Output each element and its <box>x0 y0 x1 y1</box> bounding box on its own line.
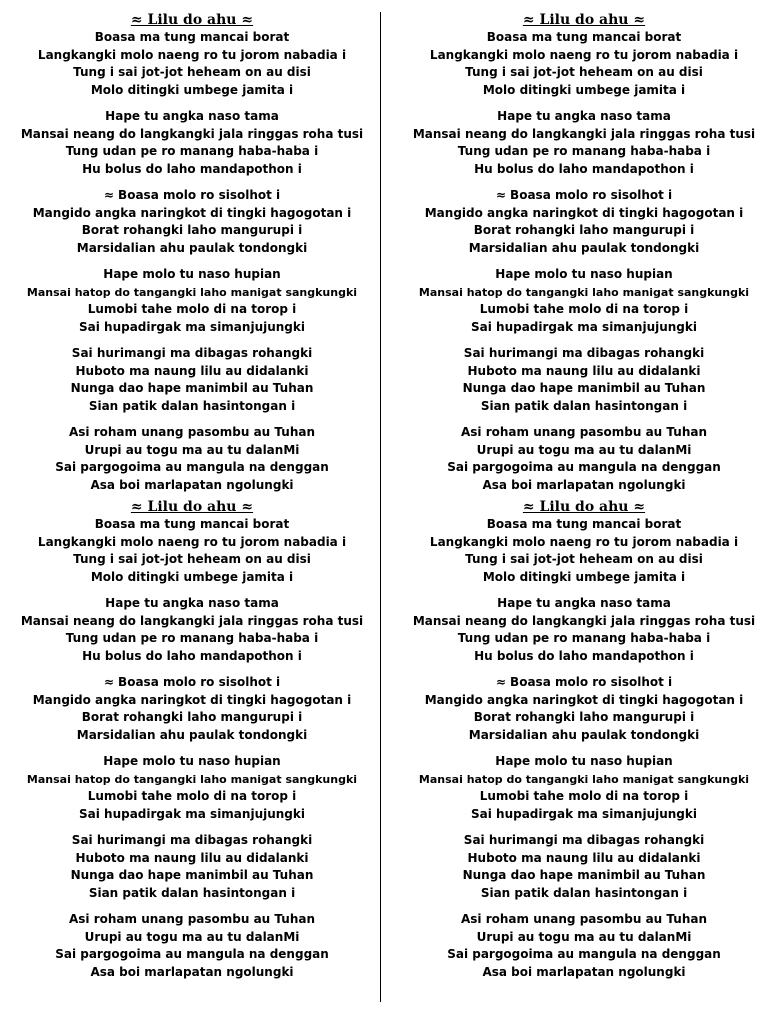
lyric-line: Borat rohangki laho mangurupi i <box>81 710 303 724</box>
stanza <box>392 753 768 823</box>
stanza <box>0 108 384 178</box>
lyric-line: Sai hurimangi ma dibagas rohangki <box>463 346 705 360</box>
stanza <box>0 753 384 823</box>
lyric-line: Mangido angka naringkot di tingki hagogotan i <box>424 692 744 707</box>
lyric-line: Sai hurimangi ma dibagas rohangki <box>71 346 313 360</box>
lyric-line: Mansai neang do langkangki jala ringgas roha tusi <box>20 126 364 141</box>
lyric-line: Lumobi tahe molo di na torop i <box>479 789 689 803</box>
lyric-line: Mansai neang do langkangki jala ringgas roha tusi <box>412 613 756 628</box>
lyric-line: Sai hupadirgak ma simanjujungki <box>79 319 305 334</box>
lyric-line: Hape molo tu naso hupian <box>103 267 281 281</box>
lyric-line: Huboto ma naung lilu au didalanki <box>75 850 309 865</box>
lyric-line: Tung udan pe ro manang haba-haba i <box>65 144 319 158</box>
lyric-line: Boasa ma tung mancai borat <box>94 30 290 44</box>
lyric-line: Mansai neang do langkangki jala ringgas roha tusi <box>412 126 756 141</box>
lyric-line: Mangido angka naringkot di tingki hagogotan i <box>424 205 744 220</box>
stanza <box>392 832 768 902</box>
lyrics-card-top-left <box>0 12 384 494</box>
lyric-line: Molo ditingki umbege jamita i <box>482 82 686 97</box>
lyric-line: Huboto ma naung lilu au didalanki <box>75 363 309 378</box>
stanza <box>0 595 384 665</box>
stanza <box>392 345 768 415</box>
lyric-line: Marsidalian ahu paulak tondongki <box>468 240 700 255</box>
lyric-line: Sai hurimangi ma dibagas rohangki <box>463 833 705 847</box>
lyric-line: Mansai hatop do tangangki laho manigat sangkungki <box>418 772 750 786</box>
lyric-line: Hu bolus do laho mandapothon i <box>474 648 694 663</box>
stanza <box>392 108 768 178</box>
lyric-line: Sian patik dalan hasintongan i <box>88 398 296 413</box>
lyric-line: Langkangki molo naeng ro tu jorom nabadia i <box>37 534 347 549</box>
lyric-line: Nunga dao hape manimbil au Tuhan <box>70 381 314 395</box>
lyric-line: Asi roham unang pasombu au Tuhan <box>461 425 707 439</box>
lyric-line: Huboto ma naung lilu au didalanki <box>467 363 701 378</box>
lyric-line: Lumobi tahe molo di na torop i <box>479 302 689 316</box>
song-title: ≈ Lilu do ahu ≈ <box>130 499 254 515</box>
lyric-line: Urupi au togu ma au tu dalanMi <box>476 929 692 944</box>
stanza <box>392 29 768 99</box>
lyric-line: Tung i sai jot-jot heheam on au disi <box>465 552 703 566</box>
lyric-line: Nunga dao hape manimbil au Tuhan <box>462 381 706 395</box>
lyric-line: Hape molo tu naso hupian <box>495 754 673 768</box>
stanza <box>392 266 768 336</box>
lyric-line: Sian patik dalan hasintongan i <box>88 885 296 900</box>
lyric-line: Tung udan pe ro manang haba-haba i <box>457 631 711 645</box>
lyric-line: Mansai hatop do tangangki laho manigat sangkungki <box>418 285 750 299</box>
lyrics-card-top-right <box>392 12 768 494</box>
lyric-line: Sian patik dalan hasintongan i <box>480 398 688 413</box>
lyric-line: Langkangki molo naeng ro tu jorom nabadia i <box>429 47 739 62</box>
lyric-line: Hape tu angka naso tama <box>105 596 279 610</box>
lyric-line: Asi roham unang pasombu au Tuhan <box>69 425 315 439</box>
stanza <box>0 516 384 586</box>
stanza <box>0 832 384 902</box>
lyric-line: Nunga dao hape manimbil au Tuhan <box>70 868 314 882</box>
lyric-line: Sai pargogoima au mangula na denggan <box>55 947 329 961</box>
lyric-line: Mansai hatop do tangangki laho manigat sangkungki <box>26 772 358 786</box>
lyric-line: Molo ditingki umbege jamita i <box>90 569 294 584</box>
lyric-line: Lumobi tahe molo di na torop i <box>87 789 297 803</box>
lyric-line: Hu bolus do laho mandapothon i <box>82 648 302 663</box>
lyric-line: Asi roham unang pasombu au Tuhan <box>461 912 707 926</box>
lyric-line: Hape molo tu naso hupian <box>103 754 281 768</box>
lyric-line: Asa boi marlapatan ngolungki <box>482 477 686 492</box>
lyric-line: Sai pargogoima au mangula na denggan <box>447 460 721 474</box>
lyric-line: Urupi au togu ma au tu dalanMi <box>84 929 300 944</box>
lyric-line: Boasa ma tung mancai borat <box>94 517 290 531</box>
lyric-line: Boasa ma tung mancai borat <box>486 30 682 44</box>
stanza <box>0 29 384 99</box>
lyric-line: Asa boi marlapatan ngolungki <box>90 964 294 979</box>
lyric-line: Hape molo tu naso hupian <box>495 267 673 281</box>
lyric-line: Tung i sai jot-jot heheam on au disi <box>465 65 703 79</box>
lyric-line: Sai hurimangi ma dibagas rohangki <box>71 833 313 847</box>
lyrics-card-bottom-left <box>0 499 384 981</box>
lyric-line: Sai hupadirgak ma simanjujungki <box>471 806 697 821</box>
stanza <box>392 674 768 744</box>
lyric-line: ≈ Boasa molo ro sisolhot i <box>495 675 673 689</box>
lyric-line: Tung udan pe ro manang haba-haba i <box>65 631 319 645</box>
lyric-line: Tung i sai jot-jot heheam on au disi <box>73 65 311 79</box>
lyric-line: Mangido angka naringkot di tingki hagogotan i <box>32 692 352 707</box>
stanza <box>0 266 384 336</box>
lyric-line: Asa boi marlapatan ngolungki <box>482 964 686 979</box>
lyric-line: Tung i sai jot-jot heheam on au disi <box>73 552 311 566</box>
lyric-line: Asi roham unang pasombu au Tuhan <box>69 912 315 926</box>
lyric-line: Molo ditingki umbege jamita i <box>90 82 294 97</box>
song-title: ≈ Lilu do ahu ≈ <box>522 12 646 28</box>
stanza <box>0 187 384 257</box>
lyric-line: Borat rohangki laho mangurupi i <box>473 223 695 237</box>
lyric-line: Urupi au togu ma au tu dalanMi <box>476 442 692 457</box>
lyric-line: Sai pargogoima au mangula na denggan <box>447 947 721 961</box>
lyric-line: ≈ Boasa molo ro sisolhot i <box>103 675 281 689</box>
lyric-line: ≈ Boasa molo ro sisolhot i <box>495 188 673 202</box>
lyric-line: Langkangki molo naeng ro tu jorom nabadia i <box>429 534 739 549</box>
lyric-line: Hu bolus do laho mandapothon i <box>82 161 302 176</box>
song-title: ≈ Lilu do ahu ≈ <box>522 499 646 515</box>
lyric-line: Molo ditingki umbege jamita i <box>482 569 686 584</box>
lyric-line: Hape tu angka naso tama <box>105 109 279 123</box>
lyric-line: Marsidalian ahu paulak tondongki <box>468 727 700 742</box>
stanza <box>0 345 384 415</box>
lyric-line: Mangido angka naringkot di tingki hagogotan i <box>32 205 352 220</box>
lyrics-card-bottom-right <box>392 499 768 981</box>
lyric-line: Boasa ma tung mancai borat <box>486 517 682 531</box>
stanza <box>392 424 768 494</box>
lyric-line: Urupi au togu ma au tu dalanMi <box>84 442 300 457</box>
lyric-line: Huboto ma naung lilu au didalanki <box>467 850 701 865</box>
lyric-line: Asa boi marlapatan ngolungki <box>90 477 294 492</box>
lyric-line: Langkangki molo naeng ro tu jorom nabadia i <box>37 47 347 62</box>
lyric-line: Hu bolus do laho mandapothon i <box>474 161 694 176</box>
lyric-line: Borat rohangki laho mangurupi i <box>473 710 695 724</box>
stanza <box>0 911 384 981</box>
lyric-line: Hape tu angka naso tama <box>497 596 671 610</box>
lyric-line: Nunga dao hape manimbil au Tuhan <box>462 868 706 882</box>
lyric-line: Marsidalian ahu paulak tondongki <box>76 240 308 255</box>
lyric-line: Tung udan pe ro manang haba-haba i <box>457 144 711 158</box>
lyric-line: ≈ Boasa molo ro sisolhot i <box>103 188 281 202</box>
lyric-line: Marsidalian ahu paulak tondongki <box>76 727 308 742</box>
lyric-line: Sian patik dalan hasintongan i <box>480 885 688 900</box>
stanza <box>0 674 384 744</box>
lyric-line: Borat rohangki laho mangurupi i <box>81 223 303 237</box>
stanza <box>392 595 768 665</box>
lyric-line: Hape tu angka naso tama <box>497 109 671 123</box>
lyric-line: Sai pargogoima au mangula na denggan <box>55 460 329 474</box>
lyric-line: Mansai neang do langkangki jala ringgas roha tusi <box>20 613 364 628</box>
stanza <box>392 516 768 586</box>
lyric-line: Sai hupadirgak ma simanjujungki <box>471 319 697 334</box>
stanza <box>392 911 768 981</box>
song-title: ≈ Lilu do ahu ≈ <box>130 12 254 28</box>
lyric-line: Sai hupadirgak ma simanjujungki <box>79 806 305 821</box>
lyric-line: Lumobi tahe molo di na torop i <box>87 302 297 316</box>
stanza <box>392 187 768 257</box>
lyric-line: Mansai hatop do tangangki laho manigat sangkungki <box>26 285 358 299</box>
stanza <box>0 424 384 494</box>
